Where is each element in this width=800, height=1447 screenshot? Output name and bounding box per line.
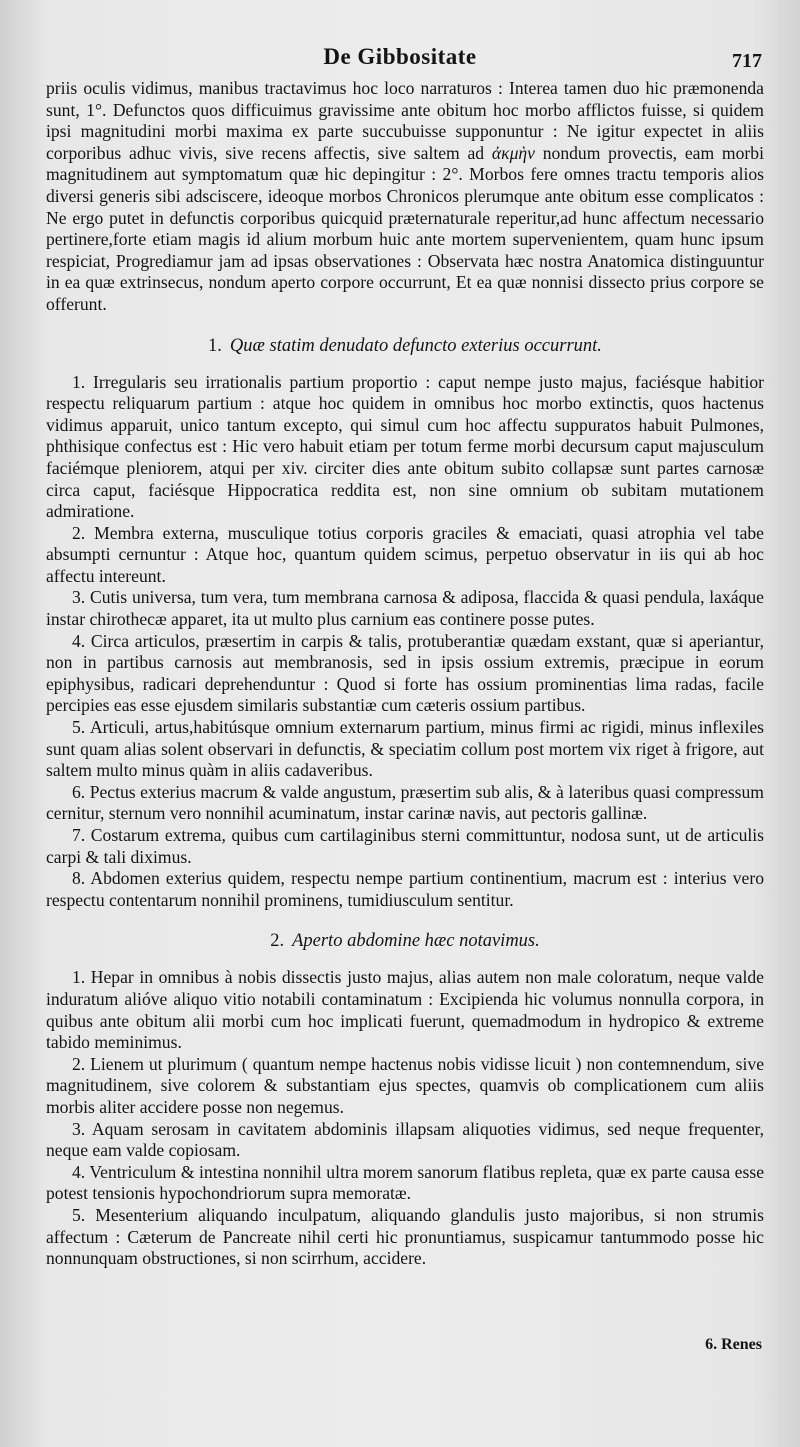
section-heading-2 <box>46 929 764 953</box>
intro-text-continued: nondum provectis, eam morbi magnitudinem aut symptomatum quæ hic depingitur : 2°. Morbos fere omnes tractu temporis alios diversi generis sibi adsciscere, ideoque morbos Chronicos plerumque ante obitum esse complicatos : Ne ergo putet in defunctis corporibus quicquid præternaturale reperitur,ad hunc affectum necessario pertinere,forte etiam magis id alium morbum huic ante mortem supervenientem, quam hunc ipsum respiciat, Progrediamur jam ad ipsas observationes : Observata hæc nostra Anatomica distinguuntur in ea quæ extrinsecus, nondum aperto corpore occurrunt, Et ea quæ nonnisi dissecto prius corpore se offerunt. <box>46 142 764 314</box>
intro-text: priis oculis vidimus, manibus tractavimus hoc loco narraturos : Interea tamen duo hic præmonenda sunt, 1°. Defunctos quos difficuimus gravissime ante obitum hoc morbo afflictos fuisse, si quidem ipsi magnitudini morbi maxima ex parte succubuisse supponuntur : Ne igitur expectet in aliis corporibus adhuc vivis, sive recens affectis, sive saltem ad <box>46 78 764 163</box>
observation-paragraph: 4. Ventriculum & intestina nonnihil ultra morem sanorum flatibus repleta, quæ ex parte causa esse potest tensionis hypochondriorum supra memoratæ. <box>46 1161 764 1204</box>
observation-paragraph: 4. Circa articulos, præsertim in carpis & talis, protuberantiæ quædam exstant, quæ si aperiantur, non in partibus carnosis aut membranosis, sed in ipsis ossium extremis, præcipue in eorum epiphysibus, radicari deprehenduntur : Quod si forte has ossium prominentias lima radas, facile percipies eas esse ejusdem similaris substantiæ cum cæteris ossium partibus. <box>46 630 764 716</box>
observation-paragraph: 6. Pectus exterius macrum & valde angustum, præsertim sub alis, & à lateribus quasi compressum cernitur, sternum vero nonnihil acuminatum, instar carinæ navis, aut pectoris gallinæ. <box>46 781 764 824</box>
section-title: Aperto abdomine hæc notavimus. <box>292 931 540 952</box>
observation-paragraph: 1. Irregularis seu irrationalis partium proportio : caput nempe justo majus, faciésque habitior respectu reliquarum partium : atque hoc quidem in omnibus hoc morbo extinctis, quos hactenus vidimus apparuit, unico tantum excepto, qui simul cum hoc affectu suppuratos habuit Pulmones, phthisique confectus est : Hic vero habuit etiam per totum ferme morbi decursum caput majusculum faciémque pleniorem, atqui per xiv. circiter dies ante obitum subito collapsæ sunt partes carnosæ circa caput, faciésque Hippocratica reddita est, non sine omnium ob subitam mutationem admiratione. <box>46 371 764 522</box>
observation-paragraph: 2. Membra externa, musculique totius corporis graciles & emaciati, quasi atrophia vel tabe absumpti cernuntur : Atque hoc, quantum quidem scimus, perpetuo observatur in iis qui ab hoc affectu intereunt. <box>46 522 764 586</box>
observation-paragraph: 8. Abdomen exterius quidem, respectu nempe partium continentium, macrum est : interius vero respectu contentarum nonnihil prominens, tumidiusculum sentitur. <box>46 868 764 910</box>
observation-paragraph: 2. Lienem ut plurimum ( quantum nempe hactenus nobis vidisse licuit ) non contemnendum, sive magnitudinem, sive colorem & substantiam ejus spectes, quamvis ob complicationem cum aliis morbis aliter accidere posse non negemus. <box>46 1053 764 1117</box>
body-text <box>46 78 764 1270</box>
page-number: 717 <box>732 50 762 72</box>
intro-paragraph <box>46 78 764 316</box>
observation-paragraph: 5. Mesenterium aliquando inculpatum, aliquando glandulis justo majoribus, si non strumis affectum : Cæterum de Pancreate nihil certi hic pronuntiamus, suspicamur tantummodo posse hic nonnunquam obstructiones, si non scirrhum, accidere. <box>46 1204 764 1269</box>
page-header <box>0 40 800 80</box>
observation-paragraph: 5. Articuli, artus,habitúsque omnium externarum partium, minus firmi ac rigidi, minus inflexiles sunt quam alias solent observari in defunctis, & speciatim collum post mortem vix riget à frigore, aut saltem multo minus quàm in aliis cadaveribus. <box>46 717 764 781</box>
section-heading-1 <box>46 334 764 358</box>
running-title: De Gibbositate <box>323 44 477 69</box>
observation-paragraph: 3. Aquam serosam in cavitatem abdominis illapsam aliquoties vidimus, sed neque frequenter, neque eam valde copiosam. <box>46 1118 764 1161</box>
observation-paragraph: 3. Cutis universa, tum vera, tum membrana carnosa & adiposa, flaccida & quasi pendula, laxáque instar chirothecæ apparet, ita ut multo plus carnium eas continere posse putes. <box>46 587 764 630</box>
observation-paragraph: 7. Costarum extrema, quibus cum cartilaginibus sterni committuntur, nodosa sunt, ut de articulis carpi & tali diximus. <box>46 825 764 867</box>
section-title: Quæ statim denudato defuncto exterius occurrunt. <box>229 335 602 356</box>
section-number: 1. <box>208 335 222 356</box>
greek-word: ἀκμὴν <box>491 142 535 163</box>
observation-paragraph: 1. Hepar in omnibus à nobis dissectis justo majus, alias autem non male coloratum, neque valde induratum alióve aliquo vitio notabili contaminatum : Excipienda hic volumus nonnulla corpora, in quibus ante obitum alii morbi cum hoc implicati fuerunt, quemadmodum in hydropico & extreme tabido meminimus. <box>46 967 764 1053</box>
catchword: 6. Renes <box>705 1336 762 1353</box>
section-number: 2. <box>270 931 285 952</box>
